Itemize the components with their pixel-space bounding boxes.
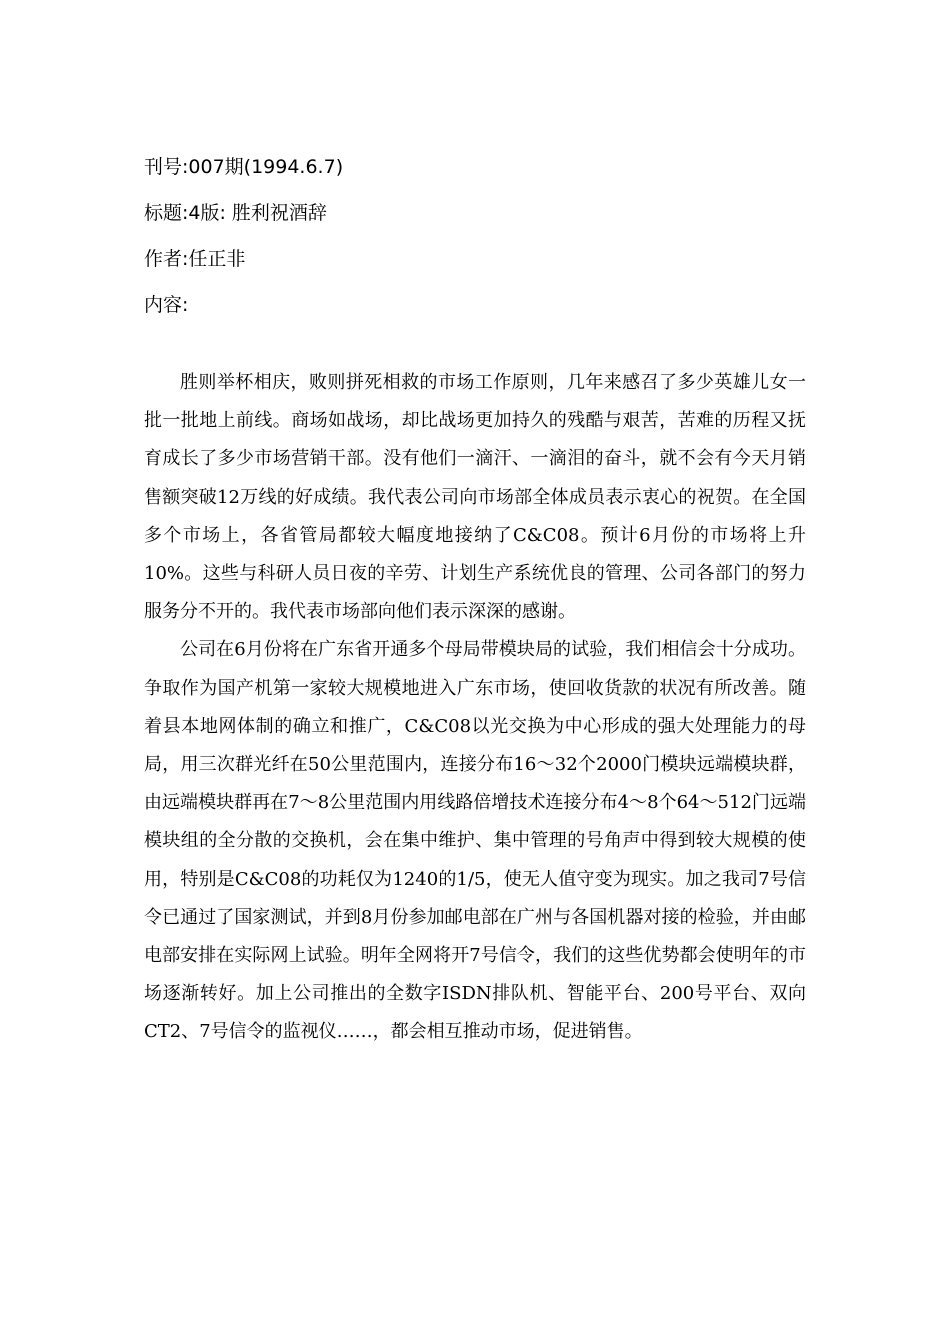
issue-line: 刊号:007期(1994.6.7) bbox=[144, 156, 344, 178]
author-line: 作者:任正非 bbox=[144, 248, 246, 270]
content-label: 内容: bbox=[144, 294, 189, 316]
article-body bbox=[144, 364, 806, 1052]
article-meta bbox=[144, 152, 804, 336]
body-paragraph: 公司在6月份将在广东省开通多个母局带模块局的试验，我们相信会十分成功。争取作为国产机第一家较大规模地进入广东市场，使回收货款的状况有所改善。随着县本地网体制的确立和推广，C&C08以光交换为中心形成的强大处理能力的母局，用三次群光纤在50公里范围内，连接分布16～32个2000门模块远端模块群，由远端模块群再在7～8公里范围内用线路倍增技术连接分布4～8个64～512门远端模块组的全分散的交换机，会在集中维护、集中管理的号角声中得到较大规模的使用，特别是C&C08的功耗仅为1240的1/5，使无人值守变为现实。加之我司7号信令已通过了国家测试，并到8月份参加邮电部在广州与各国机器对接的检验，并由邮电部安排在实际网上试验。明年全网将开7号信令，我们的这些优势都会使明年的市场逐渐转好。加上公司推出的全数字ISDN排队机、智能平台、200号平台、双向CT2、7号信令的监视仪……，都会相互推动市场，促进销售。 bbox=[144, 639, 806, 1043]
body-paragraph: 胜则举杯相庆，败则拼死相救的市场工作原则，几年来感召了多少英雄儿女一批一批地上前线。商场如战场，却比战场更加持久的残酷与艰苦，苦难的历程又抚育成长了多少市场营销干部。没有他们一滴汗、一滴泪的奋斗，就不会有今天月销售额突破12万线的好成绩。我代表公司向市场部全体成员表示衷心的祝贺。在全国多个市场上，各省管局都较大幅度地接纳了C&C08。预计6月份的市场将上升10%。这些与科研人员日夜的辛劳、计划生产系统优良的管理、公司各部门的努力服务分不开的。我代表市场部向他们表示深深的感谢。 bbox=[144, 372, 806, 623]
title-line: 标题:4版: 胜利祝酒辞 bbox=[144, 202, 327, 224]
